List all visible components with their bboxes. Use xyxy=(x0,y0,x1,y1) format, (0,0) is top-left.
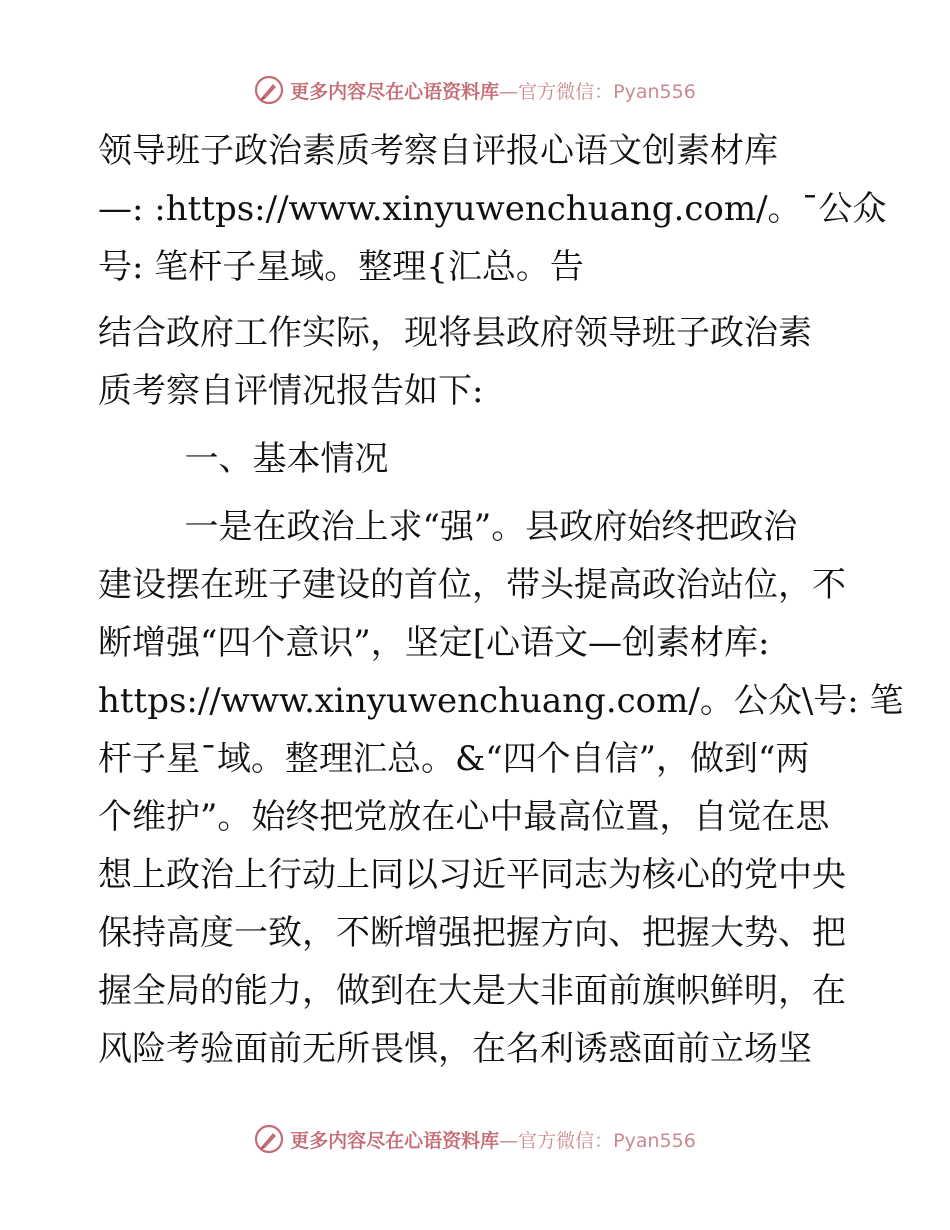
pen-logo-icon xyxy=(254,1124,284,1154)
title-line: 领导班子政治素质考察自评报心语文创素材库 xyxy=(98,131,778,171)
body-line: 想上政治上行动上同以习近平同志为核心的党中央 xyxy=(98,855,846,895)
section-heading: 一、基本情况 xyxy=(98,439,389,479)
body-line: 握全局的能力，做到在大是大非面前旗帜鲜明，在 xyxy=(98,971,846,1011)
body-line: https://www.xinyuwenchuang.com/。公众\号: 笔 xyxy=(98,681,904,721)
footer-banner-brand: 更多内容尽在心语资料库 xyxy=(290,1129,500,1152)
document-page xyxy=(98,122,904,1078)
pen-logo-icon xyxy=(254,75,284,105)
intro-line: 质考察自评情况报告如下: xyxy=(98,371,484,411)
title-line: 号: 笔杆子星域。整理{汇总。告 xyxy=(98,247,584,287)
body-line: 风险考验面前无所畏惧，在名利诱惑面前立场坚 xyxy=(98,1029,812,1069)
body-line: 杆子星¯域。整理汇总。&“四个自信”，做到“两 xyxy=(98,739,810,779)
body-line: 建设摆在班子建设的首位，带头提高政治站位，不 xyxy=(98,565,846,605)
title-line: —: :https://www.xinyuwenchuang.com/。¯公众 xyxy=(98,189,887,229)
body-line: 一是在政治上求“强”。县政府始终把政治 xyxy=(98,507,798,547)
header-banner-contact: —官方微信：Pyan556 xyxy=(499,80,696,103)
footer-banner-text xyxy=(290,1126,696,1153)
header-banner-brand: 更多内容尽在心语资料库 xyxy=(290,80,500,103)
footer-watermark-banner xyxy=(0,1121,950,1157)
body-line: 个维护”。始终把党放在心中最高位置，自觉在思 xyxy=(98,797,830,837)
footer-banner-contact: —官方微信：Pyan556 xyxy=(499,1129,696,1152)
body-line: 保持高度一致，不断增强把握方向、把握大势、把 xyxy=(98,913,846,953)
body-line: 断增强“四个意识”，坚定[心语文—创素材库: xyxy=(98,623,770,663)
header-banner-text xyxy=(290,77,696,104)
header-watermark-banner xyxy=(0,72,950,108)
intro-line: 结合政府工作实际，现将县政府领导班子政治素 xyxy=(98,313,812,353)
